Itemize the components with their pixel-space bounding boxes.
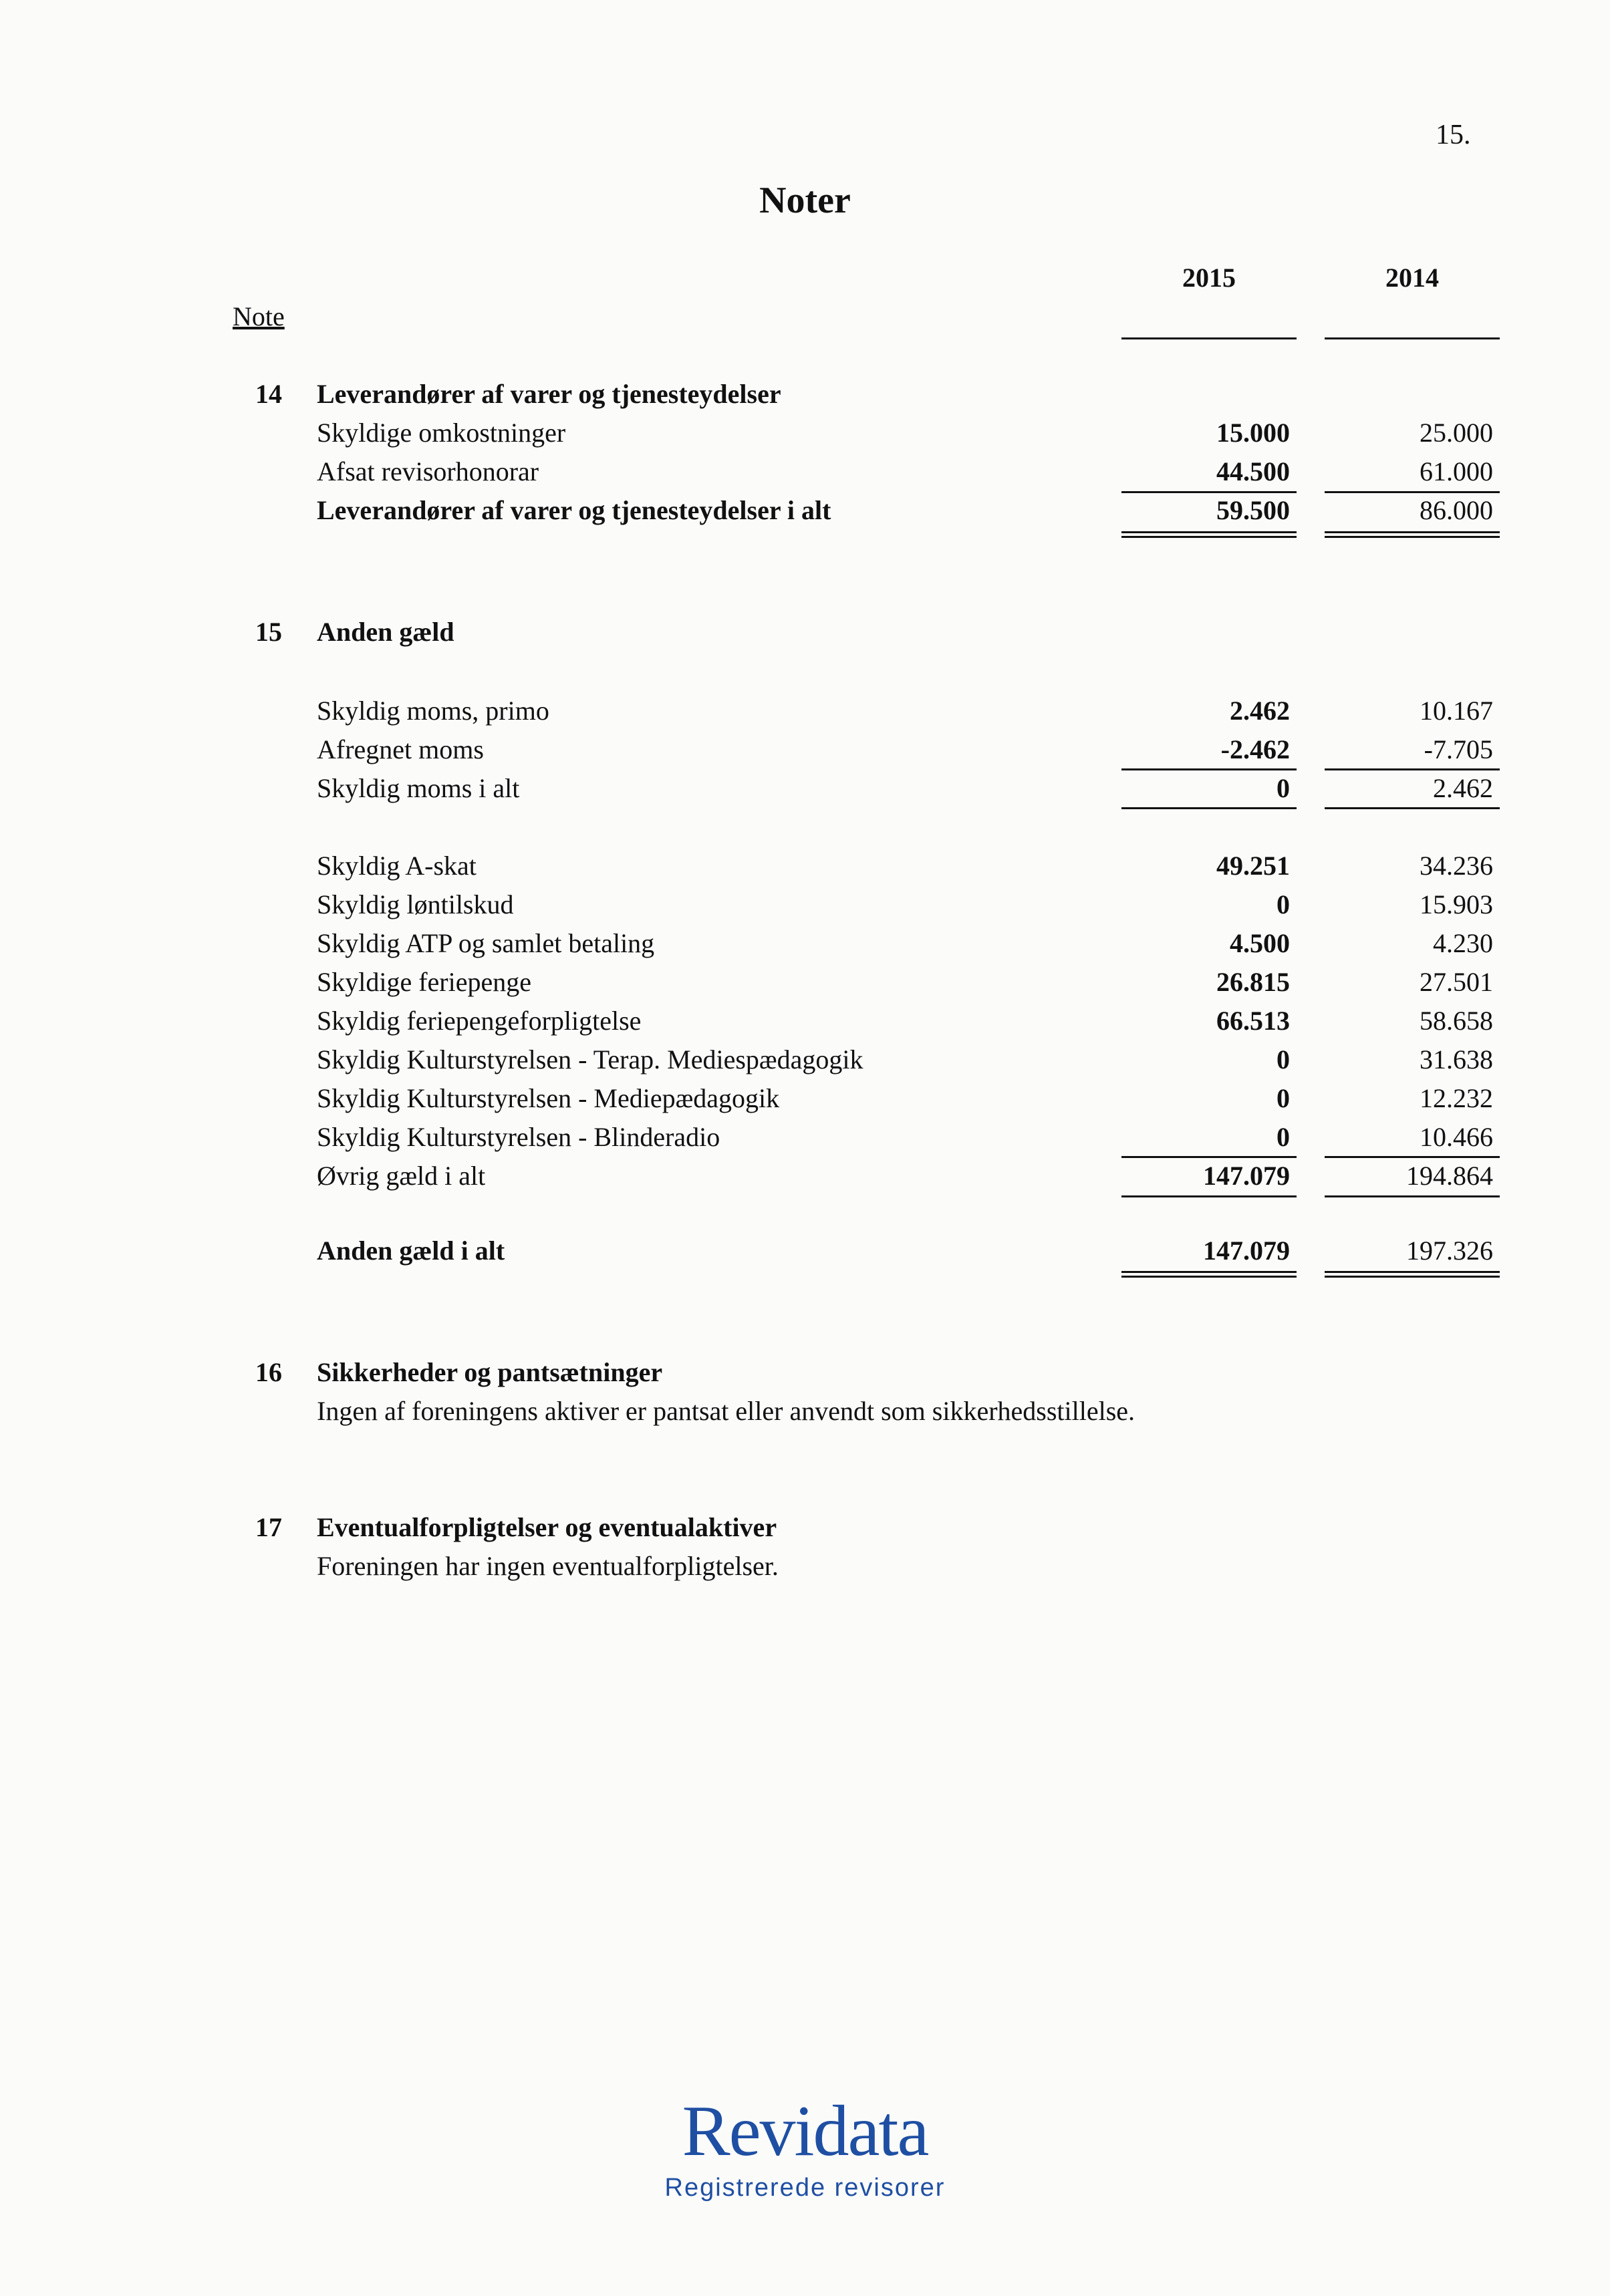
value-2014: 15.903 (1420, 889, 1493, 919)
subtotal-rule (1121, 1156, 1297, 1158)
row-label: Afsat revisorhonorar (317, 456, 539, 486)
row-label: Skyldig feriepengeforpligtelse (317, 1006, 642, 1036)
value-2014: 2.462 (1433, 773, 1493, 803)
note-16-text: Ingen af foreningens aktiver er pantsat eller anvendt som sikkerhedsstillelse. (317, 1396, 1135, 1426)
value-2015: 26.815 (1216, 967, 1290, 997)
value-2015: 2.462 (1230, 696, 1290, 726)
row-label: Øvrig gæld i alt (317, 1161, 486, 1191)
row-label: Skyldig A-skat (317, 851, 477, 881)
note-14-number: 14 (255, 379, 282, 409)
value-2014: 58.658 (1420, 1006, 1493, 1036)
note-15-heading: Anden gæld (317, 617, 454, 647)
total-double-rule (1121, 1271, 1297, 1278)
note-17-number: 17 (255, 1512, 282, 1542)
row-label: Afregnet moms (317, 734, 484, 764)
total-2014: 86.000 (1420, 495, 1493, 525)
value-2014: 194.864 (1406, 1161, 1493, 1191)
total-label: Leverandører af varer og tjenesteydelser i alt (317, 495, 831, 525)
value-2015: 0 (1277, 773, 1290, 803)
value-2015: 66.513 (1216, 1006, 1290, 1036)
value-2015: 15.000 (1216, 418, 1290, 448)
subtotal-rule (1121, 1195, 1297, 1197)
value-2015: 4.500 (1230, 928, 1290, 958)
value-2014: 25.000 (1420, 418, 1493, 448)
row-label: Skyldige omkostninger (317, 418, 566, 448)
subtotal-rule (1325, 807, 1500, 809)
note-15-number: 15 (255, 617, 282, 647)
subtotal-rule (1121, 491, 1297, 493)
value-2014: 27.501 (1420, 967, 1493, 997)
value-2014: 4.230 (1433, 928, 1493, 958)
value-2015: -2.462 (1220, 734, 1290, 764)
page-title: Noter (759, 180, 851, 221)
value-2014: 10.466 (1420, 1122, 1493, 1152)
note-column-header: Note (233, 301, 285, 331)
year-2015-header: 2015 (1182, 263, 1236, 293)
row-label: Skyldig Kulturstyrelsen - Terap. Mediespædagogik (317, 1044, 863, 1074)
page-number: 15. (1436, 120, 1471, 150)
value-2014: 10.167 (1420, 696, 1493, 726)
header-rule-2014 (1325, 337, 1500, 339)
note-16-heading: Sikkerheder og pantsætninger (317, 1357, 663, 1387)
note-17-text: Foreningen har ingen eventualforpligtelser. (317, 1551, 779, 1581)
row-label: Skyldig ATP og samlet betaling (317, 928, 655, 958)
total-2014: 197.326 (1406, 1236, 1493, 1266)
total-double-rule (1121, 531, 1297, 538)
subtotal-rule (1325, 491, 1500, 493)
row-label: Skyldig Kulturstyrelsen - Mediepædagogik (317, 1083, 780, 1113)
value-2015: 0 (1277, 1083, 1290, 1113)
value-2014: 31.638 (1420, 1044, 1493, 1074)
row-label: Skyldig moms, primo (317, 696, 549, 726)
value-2015: 0 (1277, 1122, 1290, 1152)
row-label: Skyldige feriepenge (317, 967, 531, 997)
subtotal-rule (1121, 768, 1297, 770)
value-2015: 49.251 (1216, 851, 1290, 881)
header-rule-2015 (1121, 337, 1297, 339)
row-label: Skyldig løntilskud (317, 889, 514, 919)
value-2015: 44.500 (1216, 456, 1290, 486)
subtotal-rule (1325, 1195, 1500, 1197)
year-2014-header: 2014 (1385, 263, 1439, 293)
value-2015: 0 (1277, 889, 1290, 919)
value-2014: 61.000 (1420, 456, 1493, 486)
value-2014: 34.236 (1420, 851, 1493, 881)
row-label: Skyldig Kulturstyrelsen - Blinderadio (317, 1122, 720, 1152)
total-double-rule (1325, 1271, 1500, 1278)
subtotal-rule (1325, 1156, 1500, 1158)
note-14-heading: Leverandører af varer og tjenesteydelser (317, 379, 781, 409)
revidata-tagline: Registrerede revisorer (664, 2174, 946, 2202)
value-2014: 12.232 (1420, 1083, 1493, 1113)
subtotal-rule (1325, 768, 1500, 770)
value-2015: 147.079 (1203, 1161, 1290, 1191)
row-label: Skyldig moms i alt (317, 773, 520, 803)
total-label: Anden gæld i alt (317, 1236, 505, 1266)
revidata-logo: Revidata (682, 2092, 928, 2171)
total-double-rule (1325, 531, 1500, 538)
total-2015: 147.079 (1203, 1236, 1290, 1266)
value-2014: -7.705 (1424, 734, 1493, 764)
note-17-heading: Eventualforpligtelser og eventualaktiver (317, 1512, 777, 1542)
value-2015: 0 (1277, 1044, 1290, 1074)
total-2015: 59.500 (1216, 495, 1290, 525)
subtotal-rule (1121, 807, 1297, 809)
note-16-number: 16 (255, 1357, 282, 1387)
